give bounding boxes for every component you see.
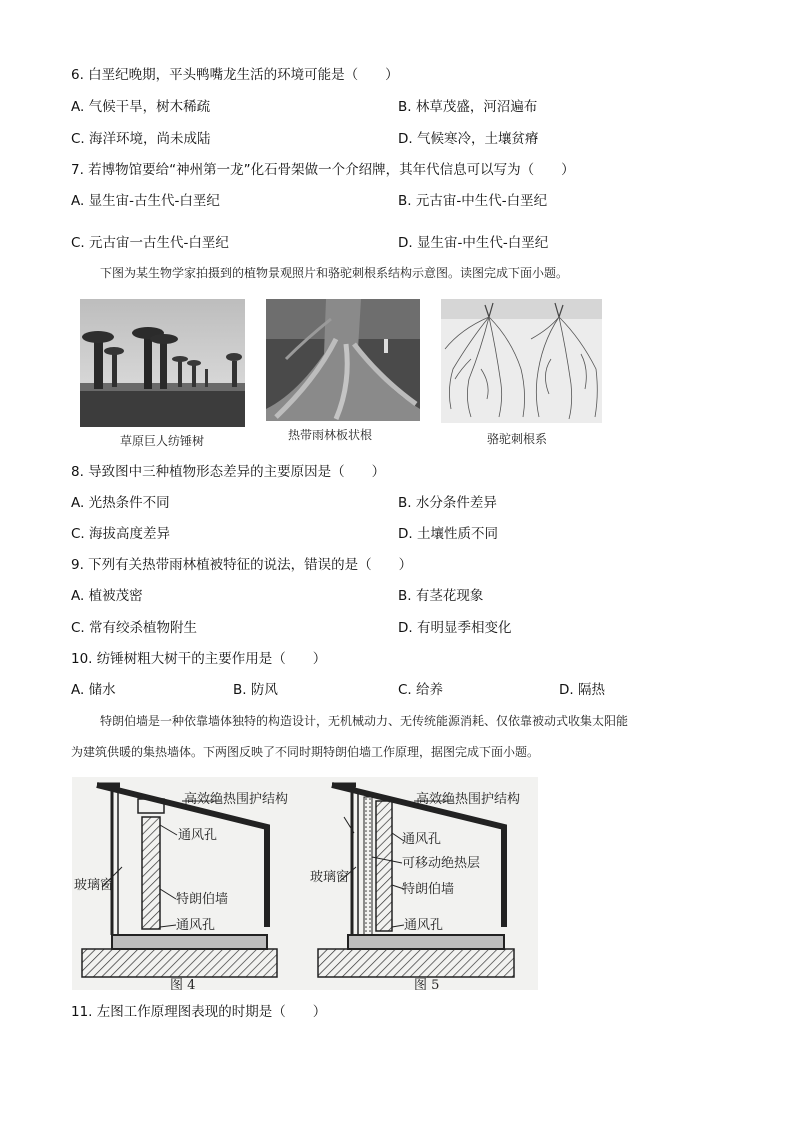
photo-buttress-roots xyxy=(266,299,420,421)
right-fig-number: 图 5 xyxy=(414,978,440,990)
q6-option-b: B. 林草茂盛，河沼遍布 xyxy=(398,99,538,115)
q9-option-d: D. 有明显季相变化 xyxy=(398,620,512,636)
q10-option-b: B. 防风 xyxy=(233,682,278,698)
q8-option-c: C. 海拔高度差异 xyxy=(71,526,171,542)
photo-baobab xyxy=(80,299,245,427)
left-label-trombe-wall: 特朗伯墙 xyxy=(176,892,229,907)
q7-option-a: A. 显生宙-古生代-白垩纪 xyxy=(71,193,220,209)
caption-camelthorn-roots: 骆驼刺根系 xyxy=(487,432,548,446)
q7-option-b: B. 元古宙-中生代-白垩纪 xyxy=(398,193,548,209)
q8-option-b: B. 水分条件差异 xyxy=(398,495,497,511)
q10-option-d: D. 隔热 xyxy=(559,682,605,698)
diagram-trombe-wall-right xyxy=(304,777,538,990)
left-label-glass: 玻璃窗 xyxy=(74,878,114,893)
right-label-glass: 玻璃窗 xyxy=(310,870,350,885)
right-label-trombe-wall: 特朗伯墙 xyxy=(402,882,455,897)
intro-plants: 下图为某生物学家拍摄到的植物景观照片和骆驼刺根系结构示意图。读图完成下面小题。 xyxy=(100,266,569,280)
diagram-trombe-wall-left xyxy=(72,777,304,990)
question-7-stem: 7. 若博物馆要给“神州第一龙”化石骨架做一个介绍牌，其年代信息可以写为（ ） xyxy=(71,162,575,178)
question-10-stem: 10. 纺锤树粗大树干的主要作用是（ ） xyxy=(71,651,327,667)
right-label-movable-layer: 可移动绝热层 xyxy=(402,856,481,871)
q7-option-c: C. 元古宙一古生代-白垩纪 xyxy=(71,235,229,251)
caption-baobab: 草原巨人纺锤树 xyxy=(120,434,205,448)
q7-option-d: D. 显生宙-中生代-白垩纪 xyxy=(398,235,549,251)
caption-buttress-roots: 热带雨林板状根 xyxy=(288,428,373,442)
photo-camelthorn-roots xyxy=(441,299,602,423)
intro-trombe-line2: 为建筑供暖的集热墙体。下两图反映了不同时期特朗伯墙工作原理，据图完成下面小题。 xyxy=(71,745,540,759)
right-label-vent-top: 通风孔 xyxy=(402,832,442,847)
left-label-vent-bottom: 通风孔 xyxy=(176,918,216,933)
q9-option-b: B. 有茎花现象 xyxy=(398,588,484,604)
question-11-stem: 11. 左图工作原理图表现的时期是（ ） xyxy=(71,1004,327,1020)
q8-option-d: D. 土壤性质不同 xyxy=(398,526,498,542)
q6-option-c: C. 海洋环境，尚未成陆 xyxy=(71,131,211,147)
question-9-stem: 9. 下列有关热带雨林植被特征的说法，错误的是（ ） xyxy=(71,557,413,573)
q6-option-a: A. 气候干旱，树木稀疏 xyxy=(71,99,211,115)
q9-option-c: C. 常有绞杀植物附生 xyxy=(71,620,198,636)
left-label-vent-top: 通风孔 xyxy=(178,828,218,843)
question-6-stem: 6. 白垩纪晚期，平头鸭嘴龙生活的环境可能是（ ） xyxy=(71,67,399,83)
right-label-insulation: 高效绝热围护结构 xyxy=(416,792,521,807)
q6-option-d: D. 气候寒冷，土壤贫瘠 xyxy=(398,131,539,147)
left-fig-number: 图 4 xyxy=(170,978,196,990)
intro-trombe-line1: 特朗伯墙是一种依靠墙体独特的构造设计，无机械动力、无传统能源消耗、仅依靠被动式收集太阳能 xyxy=(100,714,629,728)
left-label-insulation: 高效绝热围护结构 xyxy=(184,792,289,807)
q10-option-c: C. 给养 xyxy=(398,682,444,698)
question-8-stem: 8. 导致图中三种植物形态差异的主要原因是（ ） xyxy=(71,464,386,480)
right-label-vent-bottom: 通风孔 xyxy=(404,918,444,933)
q10-option-a: A. 储水 xyxy=(71,682,116,698)
q8-option-a: A. 光热条件不同 xyxy=(71,495,170,511)
q9-option-a: A. 植被茂密 xyxy=(71,588,143,604)
